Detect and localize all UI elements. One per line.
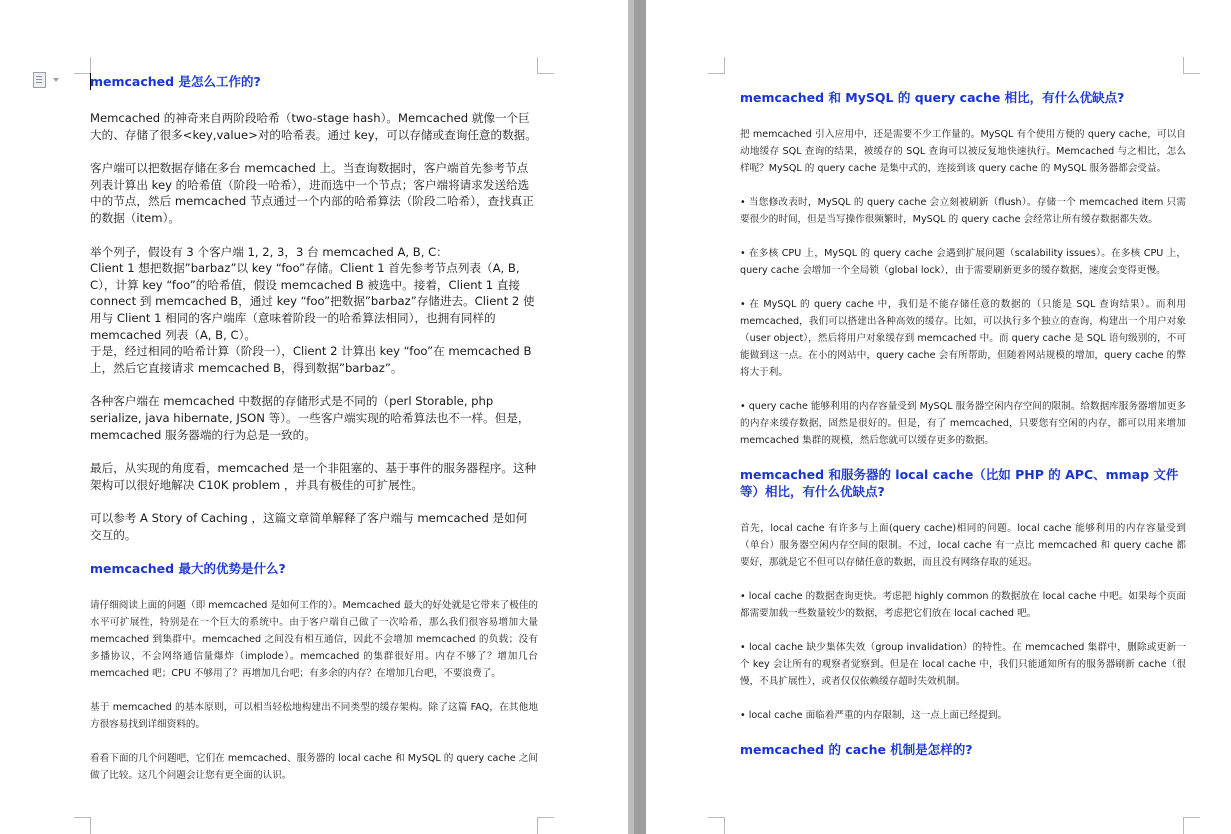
heading-how-memcached-works: memcached 是怎么工作的? — [90, 74, 261, 89]
paragraph: 可以参考 A Story of Caching ，这篇文章简单解释了客户端与 memcached 是如何交互的。 — [90, 511, 528, 542]
paragraph: Memcached 的神奇来自两阶段哈希（two-stage hash）。Memcached 就像一个巨大的、存储了很多<key,value>对的哈希表。通过 key，可以存储或查询任意的数据。 — [90, 111, 537, 142]
heading-vs-mysql-query-cache: memcached 和 MySQL 的 query cache 相比，有什么优缺点? — [740, 90, 1125, 105]
bullet-paragraph: • 在 MySQL 的 query cache 中，我们是不能存储任意的数据的（只能是 SQL 查询结果）。而利用 memcached，我们可以搭建出各种高效的缓存。比如，可以执行多个独立的查询，构建出一个用户对象（user object），然后将用户对象缓存到 memcached 中。而 query cache 是 SQL 语句级别的，不可能做到这一点。在小的网站中，query cache 会有所帮助，但随着网站规模的增加，query cache 的弊将大于利。 — [740, 299, 1186, 378]
paragraph-line: 于是，经过相同的哈希计算（阶段一），Client 2 计算出 key “foo”在 memcached B 上，然后它直接请求 memcached B，得到数据”barbaz”。 — [90, 344, 532, 375]
paragraph: 把 memcached 引入应用中，还是需要不少工作量的。MySQL 有个使用方便的 query cache，可以自动地缓存 SQL 查询的结果，被缓存的 SQL 查询可以被反复地快速执行。Memcached 与之相比，怎么样呢？MySQL 的 query cache 是集中式的，连接到该 query cache 的 MySQL 服务器都会受益。 — [740, 129, 1186, 174]
dropdown-arrow-icon[interactable] — [53, 78, 59, 82]
paragraph: 客户端可以把数据存储在多台 memcached 上。当查询数据时，客户端首先参考节点列表计算出 key 的哈希值（阶段一哈希），进而选中一个节点；客户端将请求发送给选中的节点，然后 memcached 节点通过一个内部的哈希算法（阶段二哈希），查找真正的数据（item）。 — [90, 161, 534, 225]
paragraph: 最后，从实现的角度看，memcached 是一个非阻塞的、基于事件的服务器程序。这种架构可以很好地解决 C10K problem ，并具有极佳的可扩展性。 — [90, 461, 537, 492]
crop-mark — [708, 57, 725, 74]
heading-vs-local-cache: memcached 和服务器的 local cache（比如 PHP 的 APC、mmap 文件等）相比，有什么优缺点? — [740, 467, 1179, 499]
crop-mark — [1183, 57, 1200, 74]
heading-biggest-advantage: memcached 最大的优势是什么? — [90, 561, 286, 577]
paragraph-line: 举个列子，假设有 3 个客户端 1, 2, 3，3 台 memcached A, B, C： — [90, 244, 448, 259]
bullet-paragraph: • local cache 缺少集体失效（group invalidation）的特性。在 memcached 集群中，删除或更新一个 key 会让所有的观察者觉察到。但是在 local cache 中，我们只能通知所有的服务器刷新 cache（很慢，不具扩展性），或者仅仅依赖缓存超时失效机制。 — [740, 642, 1186, 687]
heading-cache-mechanism: memcached 的 cache 机制是怎样的? — [740, 742, 973, 757]
paragraph-line: Client 1 想把数据”barbaz”以 key “foo”存储。Client 1 首先参考节点列表（A, B, C），计算 key “foo”的哈希值，假设 memcached B 被选中。接着，Client 1 直接 connect 到 memcached B，通过 key “foo”把数据”barbaz”存储进去。Client 2 使用与 Client 1 相同的客户端库（意味着阶段一的哈希算法相同），也拥有同样的 memcached 列表（A, B, C）。 — [90, 261, 535, 342]
crop-mark — [74, 57, 91, 74]
document-icon[interactable] — [33, 72, 46, 88]
page-divider — [628, 0, 646, 834]
bullet-paragraph: • local cache 的数据查询更快。考虑把 highly common 的数据放在 local cache 中吧。如果每个页面都需要加载一些数量较少的数据，考虑把它们放在 local cached 吧。 — [740, 591, 1186, 619]
paragraph: 首先，local cache 有许多与上面(query cache)相同的问题。local cache 能够利用的内存容量受到（单台）服务器空闲内存空间的限制。不过，local cache 有一点比 memcached 和 query cache 都要好，那就是它不但可以存储任意的数据，而且没有网络存取的延迟。 — [740, 523, 1186, 568]
bullet-paragraph: • query cache 能够利用的内存容量受到 MySQL 服务器空闲内存空间的限制。给数据库服务器增加更多的内存来缓存数据，固然是很好的。但是，有了 memcached，只要您有空闲的内存，都可以用来增加 memcached 集群的规模，然后您就可以缓存更多的数据。 — [740, 401, 1186, 446]
crop-mark — [74, 817, 91, 834]
crop-mark — [537, 817, 554, 834]
paragraph: 请仔细阅读上面的问题（即 memcached 是如何工作的）。Memcached 最大的好处就是它带来了极佳的水平可扩展性，特别是在一个巨大的系统中。由于客户端自己做了一次哈希，那么我们很容易增加大量 memcached 到集群中。memcached 之间没有相互通信，因此不会增加 memcached 的负载；没有多播协议，不会网络通信量爆炸（implode）。memcached 的集群很好用。内存不够了？增加几台 memcached 吧；CPU 不够用了？再增加几台吧；有多余的内存？在增加几台吧，不要浪费了。 — [90, 600, 538, 680]
right-page-content — [740, 89, 1186, 758]
crop-mark — [1183, 817, 1200, 834]
bullet-paragraph: • 在多核 CPU 上，MySQL 的 query cache 会遇到扩展问题（scalability issues）。在多核 CPU 上，query cache 会增加一个全局锁（global lock），由于需要刷新更多的缓存数据，速度会变得更慢。 — [740, 248, 1186, 276]
paragraph: 看看下面的几个问题吧，它们在 memcached、服务器的 local cache 和 MySQL 的 query cache 之间做了比较。这几个问题会让您有更全面的认识。 — [90, 753, 538, 782]
bullet-paragraph: • local cache 面临着严重的内存限制，这一点上面已经提到。 — [740, 710, 1008, 721]
paragraph: 各种客户端在 memcached 中数据的存储形式是不同的（perl Storable, php serialize, java hibernate, JSON 等）。一些客户端实现的哈希算法也不一样。但是，memcached 服务器端的行为总是一致的。 — [90, 394, 530, 442]
bullet-paragraph: • 当您修改表时，MySQL 的 query cache 会立刻被刷新（flush）。存储一个 memcached item 只需要很少的时间，但是当写操作很频繁时，MySQL 的 query cache 会经常让所有缓存数据都失效。 — [740, 197, 1186, 225]
paragraph: 基于 memcached 的基本原则，可以相当轻松地构建出不同类型的缓存架构。除了这篇 FAQ，在其他地方很容易找到详细资料的。 — [90, 702, 538, 731]
crop-mark — [537, 57, 554, 74]
left-page-content — [90, 73, 538, 784]
crop-mark — [708, 817, 725, 834]
